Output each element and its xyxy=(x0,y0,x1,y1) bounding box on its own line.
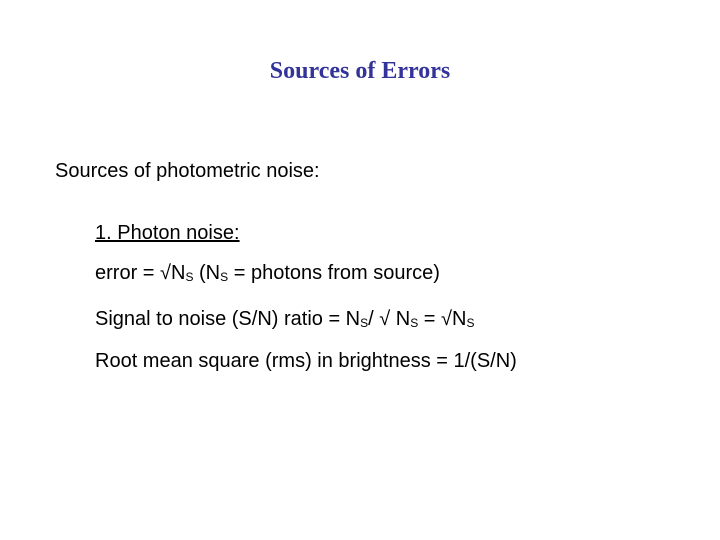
rms-formula: Root mean square (rms) in brightness = 1/(S/N) xyxy=(95,350,517,372)
snr-formula-part3: = √N xyxy=(418,308,467,330)
snr-formula-part1: Signal to noise (S/N) ratio = N xyxy=(95,308,361,330)
slide-title: Sources of Errors xyxy=(269,58,451,84)
subscript-s: S xyxy=(466,316,475,330)
error-formula xyxy=(95,262,440,285)
error-formula-part2: (N xyxy=(193,262,221,284)
subscript-s: S xyxy=(410,316,419,330)
subscript-s: S xyxy=(220,270,229,284)
subscript-s: S xyxy=(360,316,369,330)
snr-formula-part2: / √ N xyxy=(368,308,411,330)
section-heading: Sources of photometric noise: xyxy=(55,160,320,182)
snr-formula xyxy=(95,308,474,331)
error-formula-part1: error = √N xyxy=(95,262,186,284)
list-item-photon-noise: 1. Photon noise: xyxy=(95,222,240,244)
subscript-s: S xyxy=(185,270,194,284)
error-formula-part3: = photons from source) xyxy=(228,262,440,284)
